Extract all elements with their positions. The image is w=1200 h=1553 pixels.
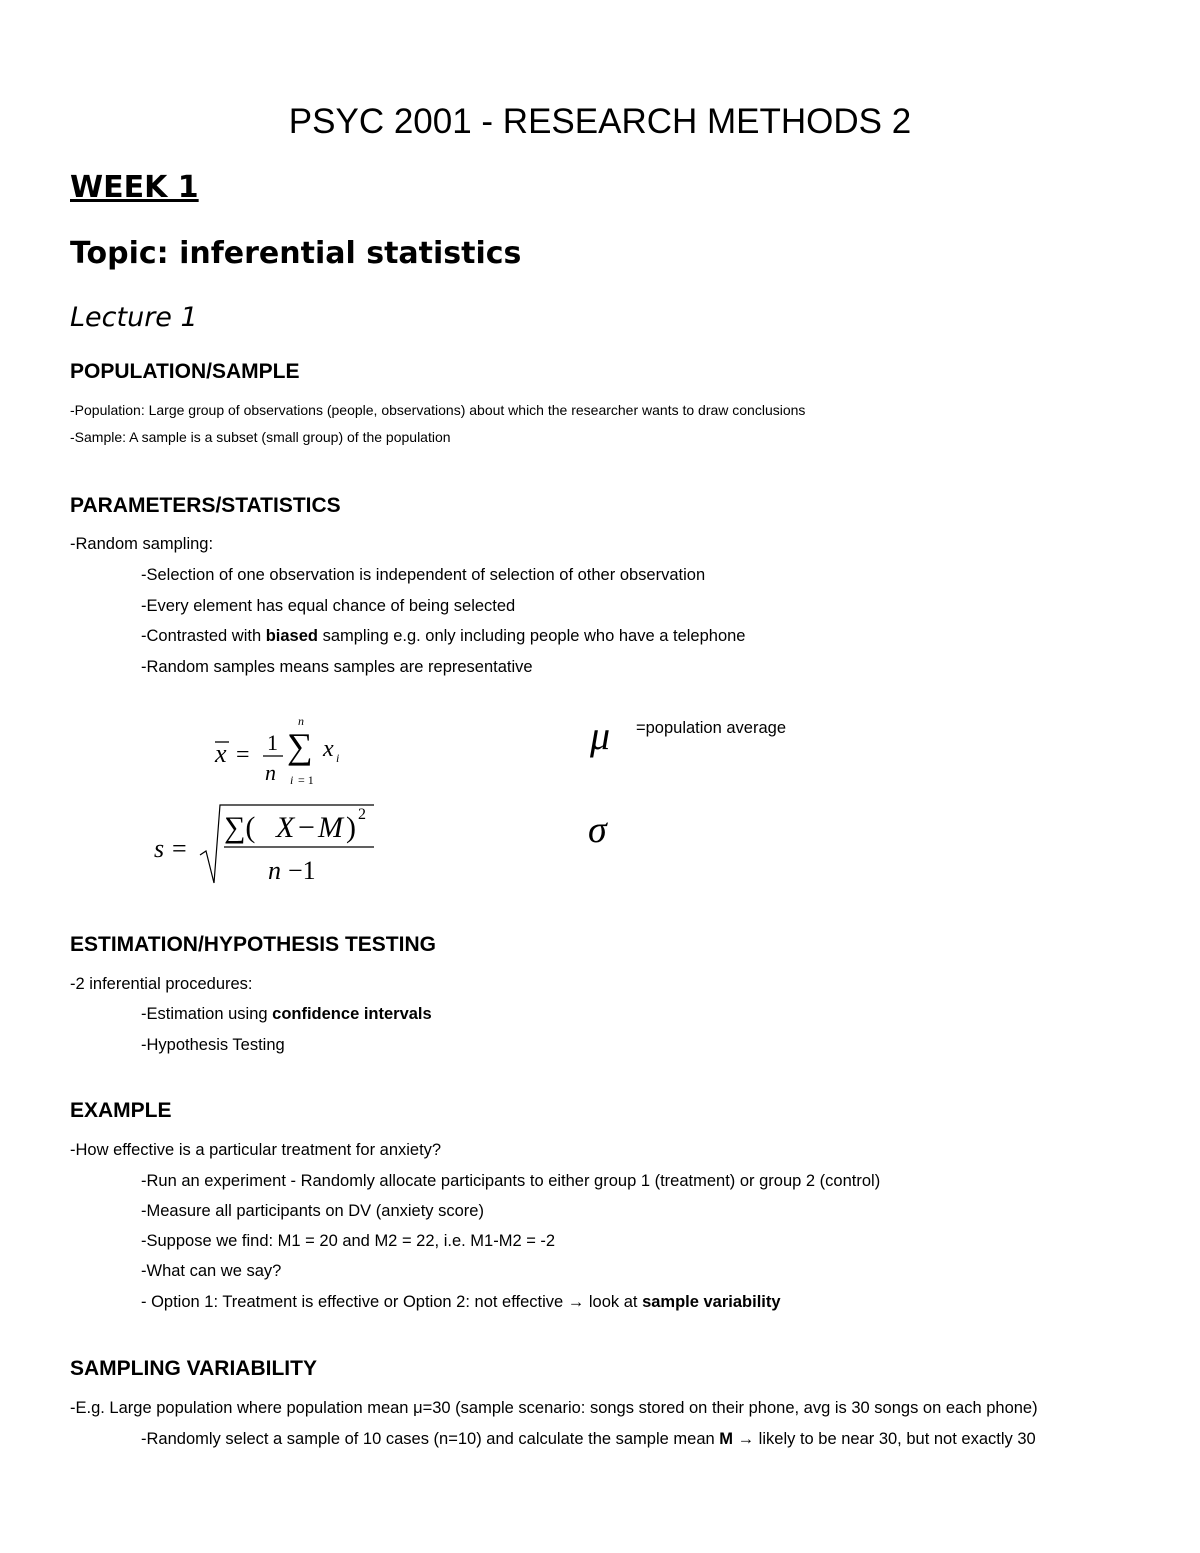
text: -Contrasted with [141, 627, 266, 645]
text: sampling e.g. only including people who have a telephone [318, 627, 746, 645]
list-item: -Selection of one observation is independent of selection of other observation [141, 566, 706, 584]
list-item-biased [141, 627, 745, 646]
svg-text:M: M [318, 811, 343, 844]
example-heading: EXAMPLE [70, 1099, 172, 1122]
bold-term: biased [265, 627, 318, 645]
list-item: -Every element has equal chance of being selected [141, 597, 516, 615]
svg-text:x: x [215, 739, 227, 768]
list-item-estimation [141, 1005, 432, 1024]
bold-term: sample variability [642, 1293, 781, 1311]
bold-term: M [719, 1430, 734, 1448]
svg-text:s: s [154, 834, 165, 863]
text: - Option 1: Treatment is effective or Option 2: not effective → look at [141, 1293, 643, 1311]
population-sample-heading: POPULATION/SAMPLE [70, 360, 300, 383]
text: → likely to be near 30, but not exactly 30 [733, 1430, 1036, 1448]
list-item-option [141, 1293, 781, 1312]
list-item: -Suppose we find: M1 = 20 and M2 = 22, i.e. M1-M2 = -2 [141, 1232, 556, 1250]
svg-text:i: i [336, 751, 340, 765]
random-sampling-intro: -Random sampling: [70, 535, 214, 553]
topic-heading: Topic: inferential statistics [70, 236, 522, 271]
list-item-sample-mean [141, 1430, 1036, 1449]
sample-definition: -Sample: A sample is a subset (small group) of the population [70, 429, 451, 445]
svg-text:x: x [323, 736, 334, 762]
population-definition: -Population: Large group of observations (people, observations) about which the researcher wants to draw conclusions [70, 402, 806, 418]
list-item: -What can we say? [141, 1262, 282, 1280]
lecture-heading: Lecture 1 [70, 302, 198, 333]
sigma-symbol: σ [588, 809, 607, 851]
svg-text:n: n [268, 856, 281, 885]
week-heading: WEEK 1 [70, 170, 199, 205]
example-intro: -How effective is a particular treatment for anxiety? [70, 1141, 442, 1159]
svg-text:X: X [276, 811, 295, 844]
svg-text:∑: ∑ [287, 726, 313, 766]
list-item: -Random samples means samples are representative [141, 658, 533, 676]
svg-text:n: n [298, 714, 304, 728]
inferential-procedures-intro: -2 inferential procedures: [70, 975, 253, 993]
list-item: -Measure all participants on DV (anxiety score) [141, 1202, 484, 1220]
svg-text:1: 1 [267, 730, 278, 755]
list-item: -Hypothesis Testing [141, 1036, 285, 1054]
svg-text:n: n [265, 760, 276, 785]
page-title: PSYC 2001 - RESEARCH METHODS 2 [288, 102, 912, 141]
list-item: -Run an experiment - Randomly allocate participants to either group 1 (treatment) or group 2 (control) [141, 1172, 881, 1190]
svg-text:=: = [172, 834, 187, 863]
svg-text:−: − [298, 811, 315, 844]
sampling-variability-heading: SAMPLING VARIABILITY [70, 1357, 317, 1380]
svg-text:∑(: ∑( [224, 811, 256, 844]
svg-text:i: i [290, 773, 294, 787]
svg-text:): ) [346, 811, 356, 844]
sample-mean-formula-svg [205, 710, 375, 790]
standard-deviation-formula-svg [150, 795, 390, 890]
svg-text:= 1: = 1 [298, 773, 314, 787]
parameters-statistics-heading: PARAMETERS/STATISTICS [70, 494, 341, 517]
mu-symbol: μ [590, 713, 611, 758]
svg-text:=: = [236, 742, 250, 768]
mu-label: =population average [636, 719, 786, 737]
text: -Estimation using [141, 1005, 273, 1023]
text: -Randomly select a sample of 10 cases (n=10) and calculate the sample mean [141, 1430, 720, 1448]
estimation-heading: ESTIMATION/HYPOTHESIS TESTING [70, 933, 436, 956]
svg-text:2: 2 [358, 806, 366, 823]
variability-example: -E.g. Large population where population mean μ=30 (sample scenario: songs stored on their phone, avg is 30 songs on each phone) [70, 1399, 1038, 1417]
bold-term: confidence intervals [272, 1005, 432, 1023]
svg-text:−1: −1 [288, 856, 316, 885]
